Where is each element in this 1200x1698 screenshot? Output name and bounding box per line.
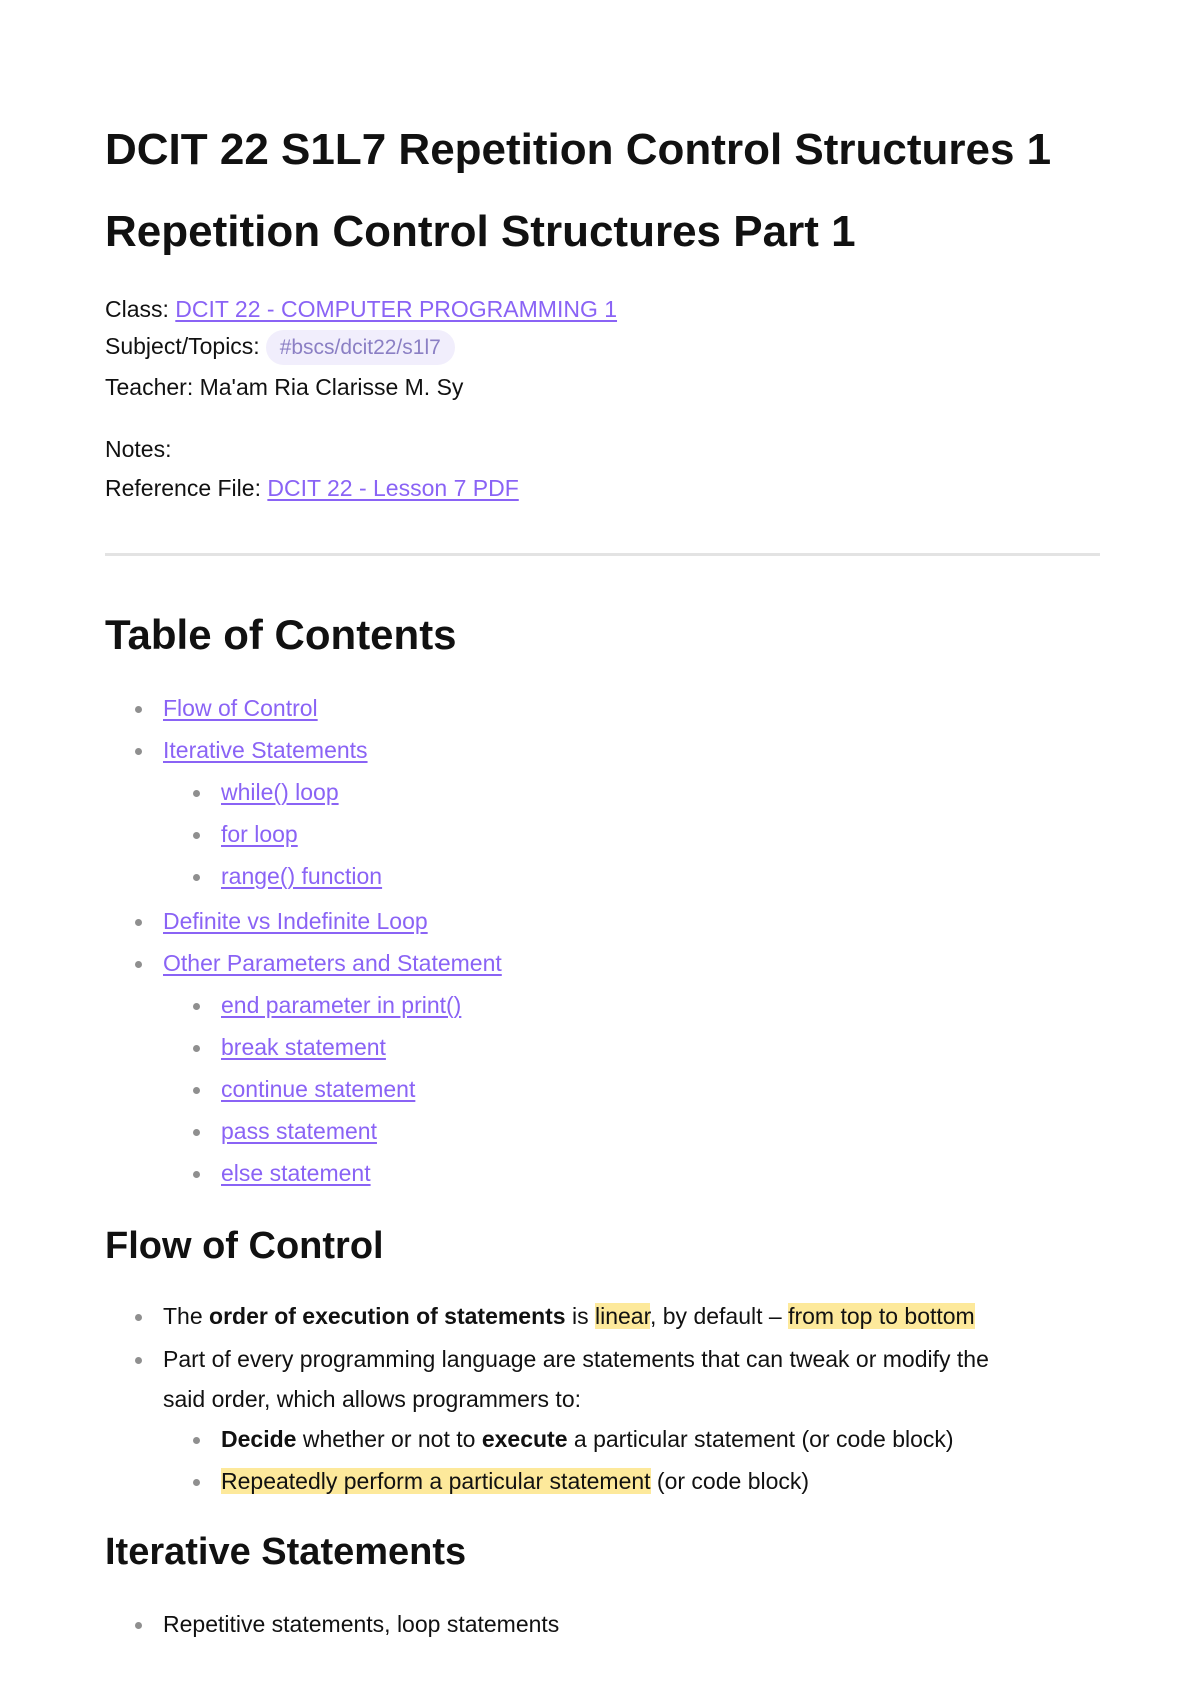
bullet <box>135 919 142 926</box>
toc-link-pass-statement[interactable]: pass statement <box>221 1118 377 1144</box>
text: The <box>163 1303 210 1329</box>
bullet <box>135 1357 142 1364</box>
text: Part of every programming language are statements that can tweak or modify the <box>163 1346 989 1372</box>
toc-link-break-statement[interactable]: break statement <box>221 1034 386 1060</box>
toc-link-iterative-statements[interactable]: Iterative Statements <box>163 737 368 763</box>
highlight-text: from top to bottom <box>788 1303 975 1329</box>
document-subtitle: Repetition Control Structures Part 1 <box>105 207 856 256</box>
toc-link-other-parameters[interactable]: Other Parameters and Statement <box>163 950 502 976</box>
bullet <box>135 706 142 713</box>
flow-sub-bullet-1 <box>221 1426 954 1454</box>
reference-row <box>105 475 519 503</box>
bullet <box>135 1314 142 1321</box>
text: said order, which allows programmers to: <box>163 1386 581 1412</box>
toc-item <box>163 908 428 936</box>
bullet <box>193 832 200 839</box>
document-title: DCIT 22 S1L7 Repetition Control Structures 1 <box>105 125 1052 174</box>
bold-text: execute <box>481 1426 568 1452</box>
bullet <box>193 1437 200 1444</box>
class-label: Class: <box>105 296 176 322</box>
toc-link-flow-of-control[interactable]: Flow of Control <box>163 695 318 721</box>
toc-item <box>221 1034 386 1062</box>
bullet <box>135 1622 142 1629</box>
toc-item <box>163 950 502 978</box>
toc-link-range-function[interactable]: range() function <box>221 863 383 889</box>
subject-tag[interactable]: #bscs/dcit22/s1l7 <box>266 330 455 365</box>
text: (or code block) <box>650 1468 810 1494</box>
flow-heading: Flow of Control <box>105 1225 384 1267</box>
toc-link-end-parameter[interactable]: end parameter in print() <box>221 992 462 1018</box>
bullet <box>193 1045 200 1052</box>
toc-item <box>221 1118 377 1146</box>
toc-item <box>221 863 382 891</box>
bullet <box>135 961 142 968</box>
toc-link-continue-statement[interactable]: continue statement <box>221 1076 416 1102</box>
flow-bullet-2-cont <box>163 1386 581 1414</box>
toc-item <box>221 1160 371 1188</box>
toc-item <box>221 1076 415 1104</box>
toc-link-for-loop[interactable]: for loop <box>221 821 298 847</box>
bullet <box>135 748 142 755</box>
bullet <box>193 874 200 881</box>
toc-item <box>163 695 318 723</box>
bullet <box>193 1171 200 1178</box>
bullet <box>193 1129 200 1136</box>
toc-item <box>163 737 368 765</box>
class-link[interactable]: DCIT 22 - COMPUTER PROGRAMMING 1 <box>175 296 618 322</box>
toc-item <box>221 992 461 1020</box>
text: , by default – <box>649 1303 789 1329</box>
flow-bullet-1 <box>163 1303 975 1331</box>
flow-sub-bullet-2 <box>221 1468 809 1496</box>
highlight-text: Repeatedly perform a particular statement <box>221 1468 651 1494</box>
section-divider <box>105 553 1100 556</box>
reference-link[interactable]: DCIT 22 - Lesson 7 PDF <box>267 475 519 501</box>
notes-row: Notes: <box>105 436 172 462</box>
bullet <box>193 1087 200 1094</box>
bullet <box>193 1003 200 1010</box>
bullet <box>193 1479 200 1486</box>
toc-heading: Table of Contents <box>105 611 457 658</box>
highlight-text: linear <box>595 1303 650 1329</box>
text: is <box>565 1303 595 1329</box>
bullet <box>193 790 200 797</box>
subject-row <box>105 330 455 365</box>
bold-text: order of execution of statements <box>209 1303 566 1329</box>
flow-bullet-2 <box>163 1346 989 1374</box>
iterative-bullet-1 <box>163 1611 559 1639</box>
toc-link-while-loop[interactable]: while() loop <box>221 779 339 805</box>
text: whether or not to <box>296 1426 482 1452</box>
toc-item <box>221 821 298 849</box>
text: a particular statement (or code block) <box>567 1426 954 1452</box>
reference-label: Reference File: <box>105 475 268 501</box>
bold-text: Decide <box>221 1426 297 1452</box>
toc-item <box>221 779 339 807</box>
toc-link-else-statement[interactable]: else statement <box>221 1160 371 1186</box>
iterative-heading: Iterative Statements <box>105 1531 467 1573</box>
subject-label: Subject/Topics: <box>105 333 260 359</box>
text: Repetitive statements, loop statements <box>163 1611 560 1637</box>
teacher-row: Teacher: Ma'am Ria Clarisse M. Sy <box>105 374 464 400</box>
class-row <box>105 296 617 324</box>
toc-link-definite-vs-indefinite[interactable]: Definite vs Indefinite Loop <box>163 908 428 934</box>
